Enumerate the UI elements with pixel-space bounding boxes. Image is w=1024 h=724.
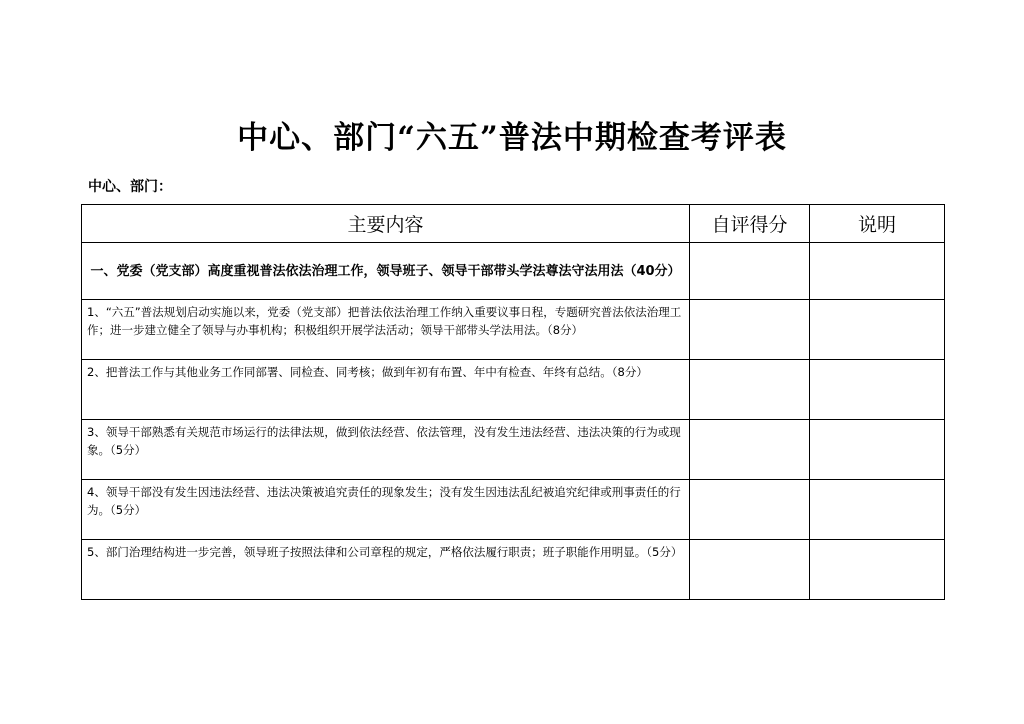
header-self-score: 自评得分 <box>690 205 810 243</box>
item-text: 3、领导干部熟悉有关规范市场运行的法律法规，做到依法经营、依法管理，没有发生违法经营、违法决策的行为或现象。（5分） <box>82 420 690 480</box>
section-title: 一、党委（党支部）高度重视普法依法治理工作，领导班子、领导干部带头学法尊法守法用法（40分） <box>82 243 690 300</box>
item-text: 4、领导干部没有发生因违法经营、违法决策被追究责任的现象发生；没有发生因违法乱纪被追究纪律或刑事责任的行为。（5分） <box>82 480 690 540</box>
table-row <box>82 300 945 360</box>
header-row <box>82 205 945 243</box>
section-row <box>82 243 945 300</box>
score-cell[interactable] <box>690 243 810 300</box>
item-text: 5、部门治理结构进一步完善，领导班子按照法律和公司章程的规定，严格依法履行职责；班子职能作用明显。（5分） <box>82 540 690 600</box>
score-cell[interactable] <box>690 360 810 420</box>
table-row <box>82 360 945 420</box>
score-cell[interactable] <box>690 420 810 480</box>
evaluation-table <box>81 204 945 600</box>
notes-cell[interactable] <box>810 360 945 420</box>
notes-cell[interactable] <box>810 300 945 360</box>
notes-cell[interactable] <box>810 540 945 600</box>
table-row <box>82 420 945 480</box>
form-title: 中心、部门“六五”普法中期检查考评表 <box>237 120 787 156</box>
table-row <box>82 540 945 600</box>
item-text: 2、把普法工作与其他业务工作同部署、同检查、同考核；做到年初有布置、年中有检查、年终有总结。（8分） <box>82 360 690 420</box>
notes-cell[interactable] <box>810 243 945 300</box>
score-cell[interactable] <box>690 540 810 600</box>
table-row <box>82 480 945 540</box>
score-cell[interactable] <box>690 480 810 540</box>
notes-cell[interactable] <box>810 480 945 540</box>
score-cell[interactable] <box>690 300 810 360</box>
header-notes: 说明 <box>810 205 945 243</box>
item-text: 1、“六五”普法规划启动实施以来，党委（党支部）把普法依法治理工作纳入重要议事日程，专题研究普法依法治理工作；进一步建立健全了领导与办事机构；积极组织开展学法活动；领导干部带头学法用法。（8分） <box>82 300 690 360</box>
unit-label: 中心、部门： <box>88 179 172 195</box>
notes-cell[interactable] <box>810 420 945 480</box>
header-main-content: 主要内容 <box>82 205 690 243</box>
